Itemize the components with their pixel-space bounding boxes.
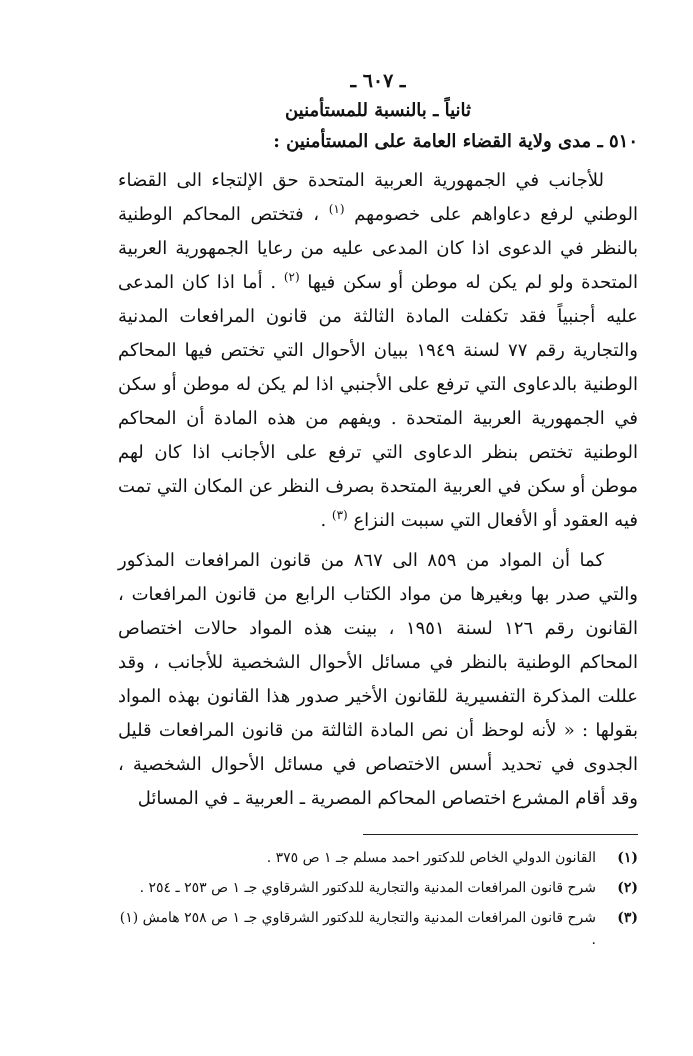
paragraph-text: . <box>320 510 332 531</box>
footnote-number: (٢) <box>617 880 638 896</box>
book-page <box>118 70 638 959</box>
paragraph-text: . أما اذا كان المدعى عليه أجنبياً فقد تكفلت المادة الثالثة من قانون المرافعات المدنية والتجارية رقم ٧٧ لسنة ١٩٤٩ ببيان الأحوال التي تختص فيها المحاكم الوطنية بالدعاوى التي ترفع على الأجنبي اذا لم يكن له موطن أو سكن في الجمهورية العربية المتحدة . ويفهم من هذه المادة أن المحاكم الوطنية تختص بنظر الدعاوى التي ترفع على الأجانب اذا كان لهم موطن أو سكن في العربية المتحدة بصرف النظر عن المكان التي تمت فيه العقود أو الأفعال التي سببت النزاع <box>118 272 638 531</box>
footnotes <box>118 847 638 951</box>
footnote-ref: (١) <box>328 202 345 216</box>
paragraph-1 <box>118 164 638 538</box>
page-number: ـ ٦٠٧ ـ <box>350 70 406 92</box>
footnote-number: (٣) <box>617 910 638 926</box>
footnote-text: القانون الدولي الخاص للدكتور احمد مسلم جـ ١ ص ٣٧٥ . <box>266 850 596 866</box>
footnote-text: شرح قانون المرافعات المدنية والتجارية للدكتور الشرقاوي جـ ١ ص ٢٥٨ هامش (١) . <box>119 910 596 948</box>
paragraph-2 <box>118 544 638 816</box>
section-title: ثانياً ـ بالنسبة للمستأمنين <box>284 100 472 121</box>
footnote-text: شرح قانون المرافعات المدنية والتجارية للدكتور الشرقاوي جـ ١ ص ٢٥٣ ـ ٢٥٤ . <box>139 880 596 896</box>
subheading: ٥١٠ ـ مدى ولاية القضاء العامة على المستأمنين : <box>273 131 638 152</box>
footnote-ref: (٣) <box>331 508 348 522</box>
footnote-ref: (٢) <box>283 270 300 284</box>
paragraph-text: كما أن المواد من ٨٥٩ الى ٨٦٧ من قانون المرافعات المذكور والتي صدر بها وبغيرها من مواد الكتاب الرابع من قانون المرافعات ، القانون رقم ١٢٦ لسنة ١٩٥١ ، بينت هذه المواد حالات اختصاص المحاكم الوطنية بالنظر في مسائل الأحوال الشخصية للأجانب ، وقد عللت المذكرة التفسيرية للقانون الأخير صدور هذا القانون بهذه المواد بقولها : « لأنه لوحظ أن نص المادة الثالثة من قانون المرافعات قليل الجدوى في تحديد أسس الاختصاص في مسائل الأحوال الشخصية ، وقد أقام المشرع اختصاص المحاكم المصرية ـ العربية ـ في المسائل <box>118 550 638 809</box>
footnote-2 <box>118 877 638 899</box>
paragraph-text: للأجانب في الجمهورية العربية المتحدة حق الإلتجاء الى القضاء الوطني لرفع دعاواهم على خصومهم <box>118 170 638 225</box>
footnote-1 <box>118 847 638 869</box>
footnote-number: (١) <box>617 850 638 866</box>
paragraph-text: ، فتختص المحاكم الوطنية بالنظر في الدعوى اذا كان المدعى عليه من رعايا الجمهورية العربية المتحدة ولو لم يكن له موطن أو سكن فيها <box>118 204 638 293</box>
footnote-3 <box>118 907 638 951</box>
footnote-divider <box>363 834 638 835</box>
